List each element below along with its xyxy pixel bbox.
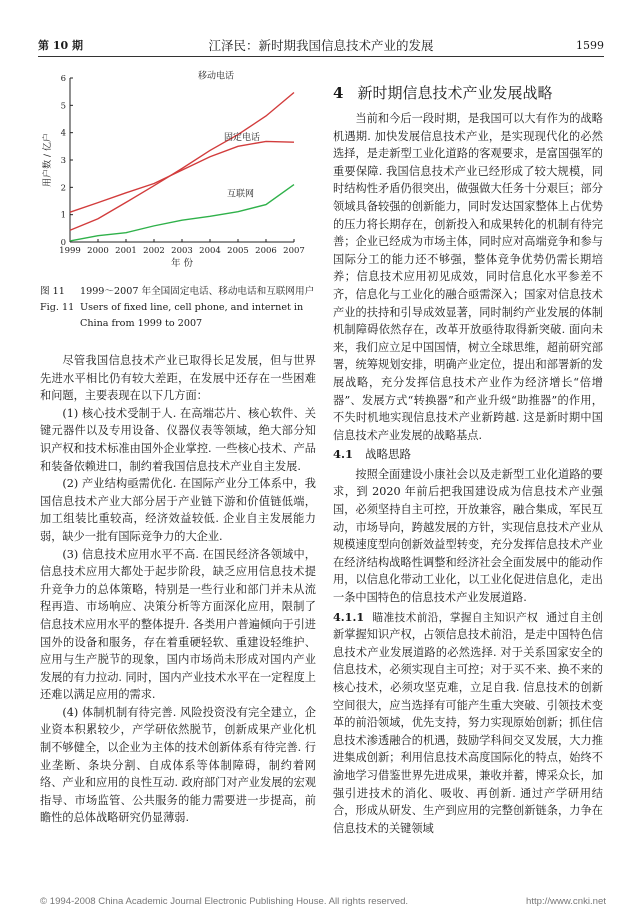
subsection-number: 4.1	[333, 447, 354, 462]
subsubsection-paragraph	[333, 609, 603, 838]
x-tick-label: 2002	[143, 246, 165, 256]
running-header	[38, 38, 604, 57]
page-number: 1599	[576, 39, 604, 52]
section-title: 新时期信息技术产业发展战略	[357, 84, 553, 102]
footer-url: http://www.cnki.net	[526, 896, 606, 907]
subsubsection-number: 4.1.1	[333, 609, 365, 624]
series-label-2: 互联网	[226, 189, 254, 200]
y-tick-label: 2	[60, 183, 66, 194]
users-line-chart	[40, 70, 316, 280]
figure-11	[40, 70, 316, 280]
running-title: 江泽民：新时期我国信息技术产业的发展	[208, 38, 434, 53]
subsection-title: 战略思路	[365, 447, 412, 462]
x-tick-label: 1999	[59, 246, 81, 256]
x-tick-label: 2003	[171, 246, 193, 256]
subsubsection-text: 通过自主创新掌握知识产权，占领信息技术前沿，是走中国特色信息技术产业发展道路的必然选择. 对于关系国家安全的信息技术，必须实现自主可控；对于买不来、换不来的核心技术，必须攻坚克难，立足自我. 信息技术的创新空间很大，应当选择有可能产生重大突破、引领技术变革的前沿领域，优先支持，努力实现原始创新；抓住信息技术渗透融合的机遇，鼓励学科间交叉发展，大力推进集成创新；利用信息技术高度国际化的特点，始终不渝地学习借鉴世界先进成果，兼收并蓄，博采众长，加强引进技术的消化、吸收、再创新. 通过产学研用结合，形成从研发、生产到应用的完整创新链条，力争在信息技术的关键领域	[333, 610, 603, 835]
y-tick-label: 1	[60, 210, 66, 221]
left-column	[40, 70, 316, 827]
y-tick-label: 3	[60, 156, 66, 166]
x-tick-label: 2007	[283, 246, 305, 256]
y-tick-label: 5	[60, 101, 66, 112]
x-tick-label: 2004	[199, 246, 221, 256]
caption-text-en: Users of fixed line, cell phone, and internet in China from 1999 to 2007	[80, 302, 304, 329]
paragraph-institution: (4) 体制机制有待完善. 风险投资没有完全建立，企业资本积累较少，产学研依然脱节，创新成果产业化机制不够健全，以企业为主体的技术创新体系有待完善. 行业垄断、条块分割、自成体系等体制障碍，制约着网络、产业和应用的良性互动. 政府部门对产业发展的宏观指导、市场监管、公共服务的能力需要进一步提高，前瞻性的总体战略研究仍显薄弱.	[40, 705, 316, 825]
paragraph-intro: 尽管我国信息技术产业已取得长足发展，但与世界先进水平相比仍有较大差距，在发展中还存在一些困难和问题，主要表现在以下几方面：	[40, 354, 316, 403]
problems-text	[40, 352, 316, 827]
section-heading	[333, 82, 603, 104]
section-number: 4	[333, 84, 344, 102]
caption-label-cn: 图 11	[40, 286, 65, 297]
y-tick-label: 4	[60, 128, 66, 139]
x-axis-label: 年 份	[170, 258, 194, 269]
paragraph-application: (3) 信息技术应用水平不高. 在国民经济各领域中，信息技术应用大都处于起步阶段，缺乏应用信息技术提升竞争力的总体策略，特别是一些行业和部门并未从流程再造、市场响应、决策分析等方面深化应用，限制了信息技术应用水平的整体提升. 各类用户普遍倾向于引进国外的设备和服务，存在着重硬轻软、重建设轻维护、应用与生产脱节的现象，国内市场尚未形成对国内产业发展的有力拉动. 同时，国内产业技术水平在一定程度上还难以满足应用的需求.	[40, 547, 316, 702]
right-column	[333, 82, 603, 837]
y-tick-label: 0	[60, 238, 66, 248]
issue-number: 第 10 期	[38, 39, 83, 52]
page-footer	[40, 896, 606, 907]
subsection-heading	[333, 446, 603, 464]
series-line-2	[70, 185, 294, 241]
series-line-1	[70, 141, 294, 212]
subsection-text: 按照全面建设小康社会以及走新型工业化道路的要求，到 2020 年前后把我国建设成为信息技术产业强国，必须坚持自主可控，开放兼容，融合集成，军民互动，市场导向，跨越发展的方针，实现信息技术产业从规模速度型向创新效益型转变，充分发挥信息技术产业在经济结构战略性调整和经济社会全面发展中的能动作用，以信息化带动工业化，以工业化促进信息化，走出一条中国特色的信息技术产业发展道路.	[333, 467, 603, 605]
paragraph-structure: (2) 产业结构亟需优化. 在国际产业分工体系中，我国信息技术产业大部分居于产业链下游和价值链低端，加工组装比重较高，经济效益较低. 企业自主发展能力弱，缺少一批有国际竞争力的大企业.	[40, 477, 316, 543]
y-tick-label: 6	[60, 74, 66, 84]
x-tick-label: 2006	[255, 246, 277, 256]
series-label-0: 移动电话	[197, 71, 234, 82]
figure-caption	[40, 284, 316, 332]
y-axis-label: 用户数 / 亿户	[43, 133, 53, 187]
caption-text-cn: 1999～2007 年全国固定电话、移动电话和互联网用户	[80, 286, 315, 297]
series-label-1: 固定电话	[223, 133, 260, 144]
caption-label-en: Fig. 11	[40, 302, 75, 313]
series-line-0	[70, 92, 294, 230]
x-tick-label: 2001	[115, 246, 137, 256]
paragraph-core-tech: (1) 核心技术受制于人. 在高端芯片、核心软件、关键元器件以及专用设备、仪器仪表等领域，绝大部分知识产权和技术标准由国外企业掌控. 一些核心技术、产品和装备依赖进口，制约着我国信息技术产业自主发展.	[40, 406, 316, 473]
subsubsection-title: 瞄准技术前沿，掌握自主知识产权	[372, 610, 539, 624]
section-intro: 当前和今后一段时期，是我国可以大有作为的战略机遇期. 加快发展信息技术产业，是实现现代化的必然选择，是走新型工业化道路的客观要求，是富国强军的重要保障. 我国信息技术产业已经形成了较大规模，同时结构性矛盾仍很突出，做强做大任务十分艰巨；部分领域具备较强的创新能力，同时发达国家整体上占优势的压力将长期存在，创新投入和成果转化的机制有待完善；企业已经成为市场主体，同时应对高端竞争和参与国际分工的能力还不够强，整体竞争优势仍需长期培养；信息技术应用初见成效，同时信息化水平参差不齐，信息化与工业化的融合亟需深入；国家对信息技术产业的扶持和引导成效显著，同时制约产业发展的体制机制障碍依然存在，改革开放亟待取得新突破. 面向未来，我们应立足中国国情，树立全球思维，超前研究部署，统筹规划安排，明确产业定位，提出和部署新的发展战略，充分发挥信息技术产业作为经济增长“倍增器”、发展方式“转换器”和产业升级“助推器”的作用，不失时机地实现信息技术产业新跨越. 这是新时期中国信息技术产业发展的战略基点.	[333, 112, 603, 442]
x-tick-label: 2005	[227, 246, 249, 256]
copyright-notice: © 1994-2008 China Academic Journal Electronic Publishing House. All rights reserved.	[40, 896, 409, 907]
x-tick-label: 2000	[87, 246, 109, 256]
